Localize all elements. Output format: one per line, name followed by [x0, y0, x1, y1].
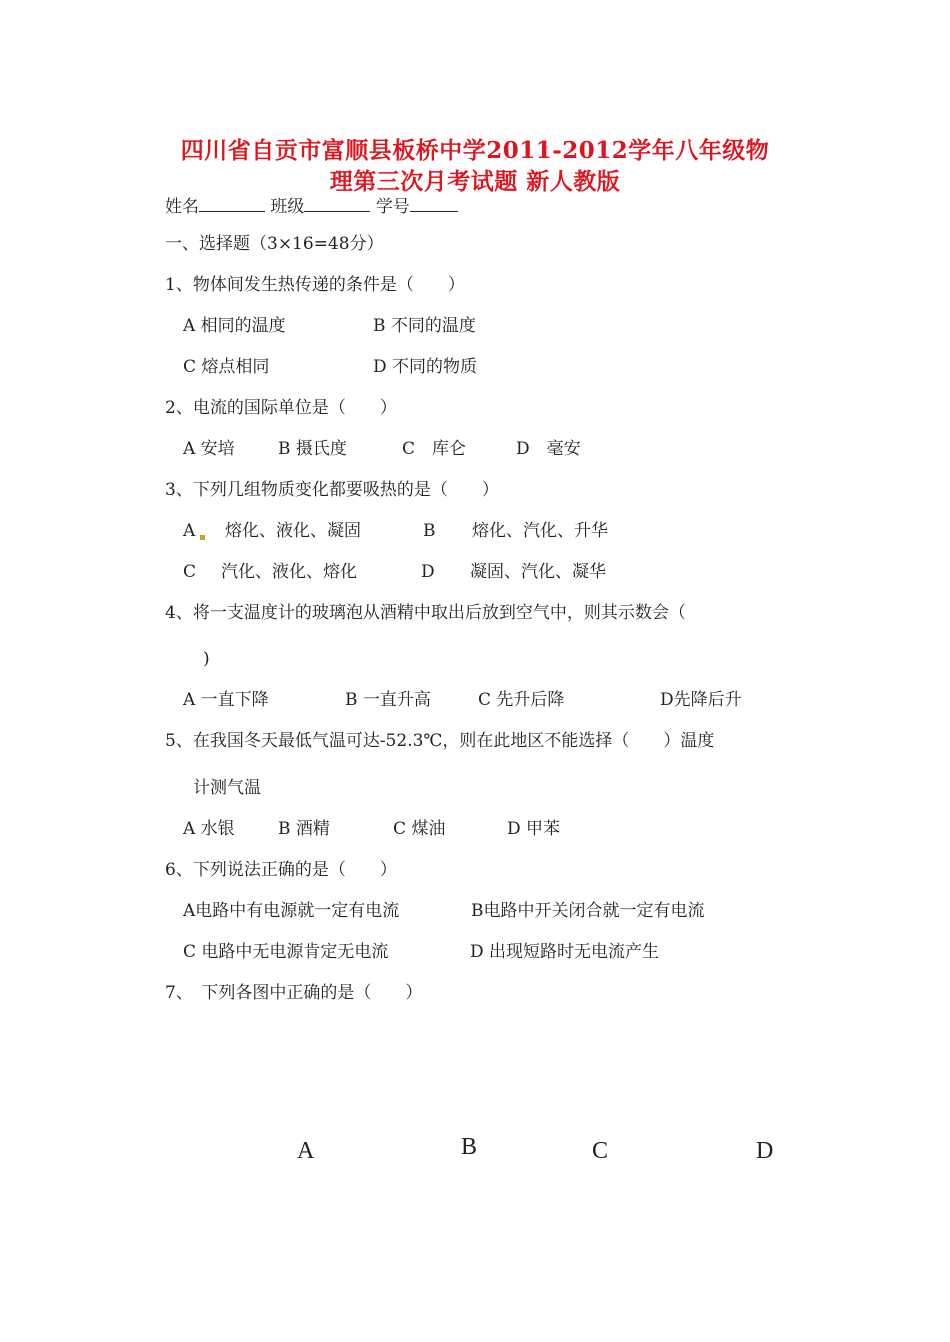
question-7: 7、 下列各图中正确的是（ ）	[165, 983, 423, 1003]
q1-option-c: C 熔点相同	[183, 357, 270, 377]
section-heading: 一、选择题（3×16=48分）	[165, 234, 384, 254]
title-line-1: 四川省自贡市富顺县板桥中学2011-2012学年八年级物	[180, 137, 770, 164]
q2-option-c: C 库仑	[402, 439, 467, 459]
q3-option-d-letter: D	[421, 562, 435, 582]
class-label: 班级	[270, 197, 305, 217]
q5-option-b: B 酒精	[278, 819, 330, 839]
name-blank[interactable]	[199, 195, 265, 212]
class-blank[interactable]	[304, 195, 370, 212]
q2-option-a: A 安培	[183, 439, 235, 459]
q1-option-b: B 不同的温度	[373, 316, 476, 336]
question-3: 3、下列几组物质变化都要吸热的是（ ）	[165, 480, 499, 500]
q4-option-c: C 先升后降	[478, 690, 565, 710]
figure-label-d: D	[756, 1138, 774, 1164]
question-4-cont: )	[203, 649, 210, 669]
ink-dot-mark	[200, 535, 205, 540]
q4-option-a: A 一直下降	[183, 690, 269, 710]
figure-label-a: A	[297, 1138, 315, 1164]
question-6: 6、下列说法正确的是（ ）	[165, 860, 397, 880]
student-info	[165, 195, 458, 217]
q5-option-c: C 煤油	[393, 819, 446, 839]
figure-label-b: B	[461, 1134, 478, 1160]
q5-option-a: A 水银	[183, 819, 235, 839]
number-blank[interactable]	[410, 195, 458, 212]
q6-option-b: B电路中开关闭合就一定有电流	[471, 901, 705, 921]
q3-option-b-text: 熔化、汽化、升华	[472, 521, 608, 541]
q3-option-b-letter: B	[423, 521, 436, 541]
name-label: 姓名	[165, 197, 199, 217]
question-4: 4、将一支温度计的玻璃泡从酒精中取出后放到空气中，则其示数会（	[165, 603, 686, 623]
question-5: 5、在我国冬天最低气温可达-52.3℃，则在此地区不能选择（ ）温度	[165, 731, 715, 751]
title-line-2: 理第三次月考试题 新人教版	[329, 168, 621, 195]
question-1: 1、物体间发生热传递的条件是（ ）	[165, 275, 465, 295]
q3-option-a-text: 熔化、液化、凝固	[225, 521, 361, 541]
q4-option-b: B 一直升高	[345, 690, 431, 710]
q6-option-a: A电路中有电源就一定有电流	[183, 901, 400, 921]
figure-label-c: C	[592, 1138, 609, 1164]
q3-option-c-letter: C	[183, 562, 197, 582]
q6-option-c: C 电路中无电源肯定无电流	[183, 942, 389, 962]
q2-option-d: D 毫安	[516, 439, 581, 459]
q3-option-c-text: 汽化、液化、熔化	[221, 562, 357, 582]
q5-option-d: D 甲苯	[507, 819, 561, 839]
q1-option-d: D 不同的物质	[373, 357, 478, 377]
q4-option-d: D先降后升	[660, 690, 742, 710]
question-2: 2、电流的国际单位是（ ）	[165, 398, 397, 418]
q3-option-a-letter: A	[183, 521, 196, 541]
number-label: 学号	[375, 197, 410, 217]
q6-option-d: D 出现短路时无电流产生	[470, 942, 660, 962]
question-5-cont: 计测气温	[193, 778, 261, 798]
q2-option-b: B 摄氏度	[278, 439, 347, 459]
q3-option-d-text: 凝固、汽化、凝华	[470, 562, 606, 582]
q1-option-a: A 相同的温度	[183, 316, 286, 336]
